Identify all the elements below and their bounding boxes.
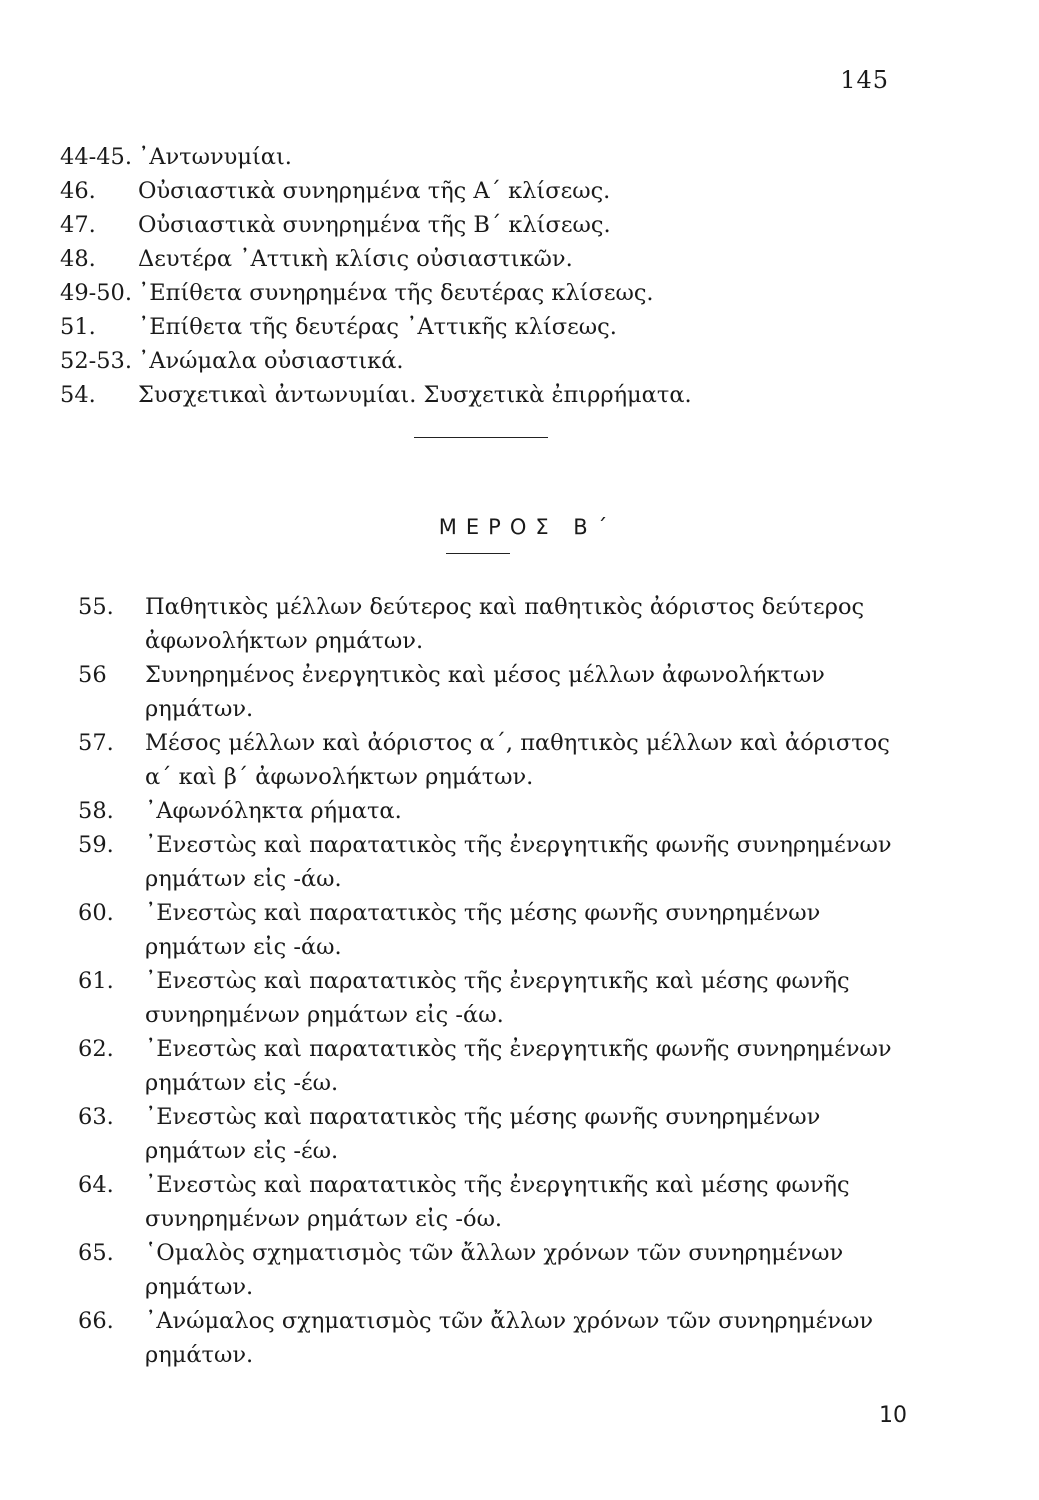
contents-list-part-b [78, 590, 914, 1372]
toc-entry [78, 1168, 914, 1236]
toc-entry [78, 964, 914, 1032]
entry-title: Οὐσιαστικὰ συνηρημένα τῆς Β΄ κλίσεως. [138, 212, 611, 238]
entry-title: Συσχετικαὶ ἀντωνυμίαι. Συσχετικὰ ἐπιρρήματα. [138, 382, 692, 408]
entry-number: 59. [78, 832, 114, 858]
toc-entry [60, 378, 920, 412]
toc-entry [78, 1304, 914, 1372]
entry-number: 63. [78, 1104, 114, 1130]
toc-entry [78, 896, 914, 964]
entry-number: 48. [60, 246, 96, 272]
entry-title: ᾿Ανώμαλα οὐσιαστικά. [138, 348, 404, 374]
entry-title: ᾿Αντωνυμίαι. [138, 144, 292, 170]
signature-mark: 10 [879, 1403, 907, 1428]
entry-number: 51. [60, 314, 96, 340]
heading-underline [446, 553, 510, 554]
entry-title: ᾿Ενεστὼς καὶ παρατατικὸς τῆς ἐνεργητικῆς φωνῆς συνηρημένων ρημάτων εἰς -άω. [145, 832, 892, 892]
toc-entry [60, 310, 920, 344]
entry-title: Παθητικὸς μέλλων δεύτερος καὶ παθητικὸς ἀόριστος δεύτερος ἀφωνολήκτων ρημάτων. [145, 594, 865, 654]
toc-entry [60, 174, 920, 208]
toc-entry [60, 276, 920, 310]
entry-title: ᾿Ενεστὼς καὶ παρατατικὸς τῆς ἐνεργητικῆς καὶ μέσης φωνῆς συνηρημένων ρημάτων εἰς -άω. [145, 968, 850, 1028]
toc-entry [78, 828, 914, 896]
entry-number: 56 [78, 662, 107, 688]
toc-entry [78, 590, 914, 658]
entry-title: Συνηρημένος ἐνεργητικὸς καὶ μέσος μέλλων ἀφωνολήκτων ρημάτων. [145, 662, 825, 722]
toc-entry [60, 344, 920, 378]
entry-title: ᾿Επίθετα τῆς δευτέρας ᾿Αττικῆς κλίσεως. [138, 314, 617, 340]
toc-entry [78, 658, 914, 726]
entry-title: Μέσος μέλλων καὶ ἀόριστος α΄, παθητικὸς μέλλων καὶ ἀόριστος α΄ καὶ β΄ ἀφωνολήκτων ρημάτων. [145, 730, 890, 790]
entry-title: Δευτέρα ᾿Αττικὴ κλίσις οὐσιαστικῶν. [138, 246, 573, 272]
entry-number: 66. [78, 1308, 114, 1334]
entry-title: ᾿Αφωνόληκτα ρήματα. [145, 798, 402, 824]
toc-entry [60, 242, 920, 276]
toc-entry [60, 208, 920, 242]
entry-number: 52-53. [60, 348, 133, 374]
section-heading: ΜΕΡΟΣ Β΄ [438, 515, 617, 539]
entry-number: 57. [78, 730, 114, 756]
toc-entry [78, 1236, 914, 1304]
toc-entry [60, 140, 920, 174]
entry-number: 61. [78, 968, 114, 994]
toc-entry [78, 726, 914, 794]
page-number: 145 [840, 66, 889, 94]
entry-title: Οὐσιαστικὰ συνηρημένα τῆς Α΄ κλίσεως. [138, 178, 611, 204]
entry-number: 44-45. [60, 144, 133, 170]
toc-entry [78, 794, 914, 828]
entry-number: 62. [78, 1036, 114, 1062]
entry-number: 47. [60, 212, 96, 238]
entry-number: 65. [78, 1240, 114, 1266]
entry-number: 55. [78, 594, 114, 620]
entry-title: ᾿Ανώμαλος σχηματισμὸς τῶν ἄλλων χρόνων τῶν συνηρημένων ρημάτων. [145, 1308, 874, 1368]
toc-entry [78, 1100, 914, 1168]
entry-title: ᾿Επίθετα συνηρημένα τῆς δευτέρας κλίσεως. [138, 280, 654, 306]
entry-title: ῾Ομαλὸς σχηματισμὸς τῶν ἄλλων χρόνων τῶν συνηρημένων ρημάτων. [145, 1240, 844, 1300]
entry-number: 49-50. [60, 280, 133, 306]
entry-title: ᾿Ενεστὼς καὶ παρατατικὸς τῆς ἐνεργητικῆς φωνῆς συνηρημένων ρημάτων εἰς -έω. [145, 1036, 892, 1096]
entry-title: ᾿Ενεστὼς καὶ παρατατικὸς τῆς μέσης φωνῆς συνηρημένων ρημάτων εἰς -άω. [145, 900, 821, 960]
entry-number: 64. [78, 1172, 114, 1198]
entry-number: 46. [60, 178, 96, 204]
entry-number: 60. [78, 900, 114, 926]
toc-entry [78, 1032, 914, 1100]
entry-title: ᾿Ενεστὼς καὶ παρατατικὸς τῆς μέσης φωνῆς συνηρημένων ρημάτων εἰς -έω. [145, 1104, 821, 1164]
entry-number: 58. [78, 798, 114, 824]
section-divider [414, 437, 548, 438]
entry-title: ᾿Ενεστὼς καὶ παρατατικὸς τῆς ἐνεργητικῆς καὶ μέσης φωνῆς συνηρημένων ρημάτων εἰς -όω. [145, 1172, 850, 1232]
entry-number: 54. [60, 382, 96, 408]
contents-list-part-a [60, 140, 920, 412]
